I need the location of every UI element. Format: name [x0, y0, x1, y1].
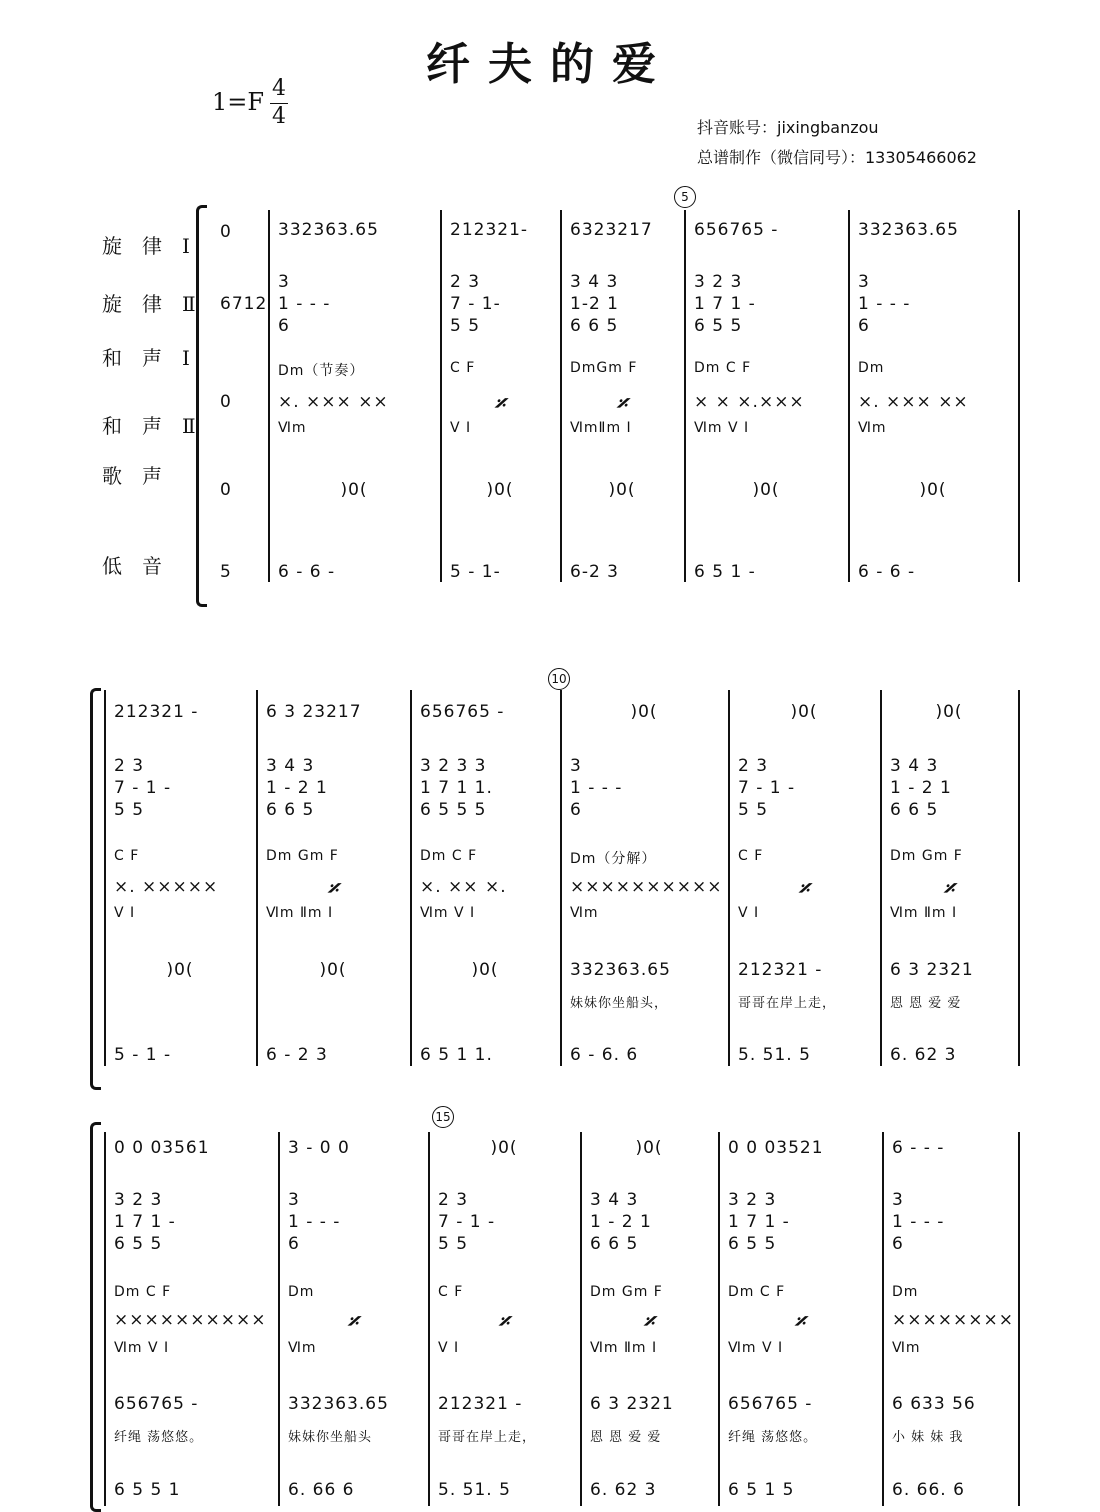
system2-lyrics-measure-4: 妹妹你坐船头， — [570, 996, 669, 1011]
system1-roman-measure-2: Ⅴ Ⅰ — [450, 420, 472, 436]
system1-m2-bot-measure-1: 6 — [278, 316, 290, 336]
system1-vocal-measure-3: )0( — [608, 480, 636, 500]
system3-rhythm-measure-4: 𝄎 — [643, 1310, 655, 1335]
system3-m2-top-measure-4: 3 4 3 — [590, 1190, 639, 1210]
system1-rhythm-measure-2: 𝄎 — [494, 392, 506, 417]
system3-m2-mid-measure-3: 7 - 1 - — [438, 1212, 496, 1232]
system3-bass-measure-6: 6. 66. 6 — [892, 1480, 965, 1500]
system3-barline — [104, 1132, 106, 1506]
system3-vocal-measure-3: 212321 - — [438, 1394, 523, 1414]
measure-number-15: 15 — [432, 1106, 454, 1128]
system2-bass-measure-1: 5 - 1 - — [114, 1045, 172, 1065]
system2-vocal-measure-2: )0( — [319, 960, 347, 980]
system1-m1-measure-1: 332363.65 — [278, 220, 379, 240]
system1-m2-mid-measure-1: 1 - - - — [278, 294, 331, 314]
system3-lyrics-measure-3: 哥哥在岸上走， — [438, 1430, 537, 1445]
system3-rhythm-measure-1: ×××××××××× — [114, 1310, 267, 1330]
system3-barline — [1018, 1132, 1020, 1506]
system1-bracket — [196, 205, 207, 607]
intro-melody1: 0 — [220, 222, 232, 242]
system3-chords-measure-5: Dm C F — [728, 1284, 786, 1300]
system3-roman-measure-3: Ⅴ Ⅰ — [438, 1340, 460, 1356]
system2-rhythm-measure-3: ×. ×× ×. — [420, 877, 507, 897]
system2-bass-measure-5: 5. 51. 5 — [738, 1045, 811, 1065]
intro-harmony: 0 — [220, 392, 232, 412]
system1-bass-measure-1: 6 - 6 - — [278, 562, 336, 582]
part-label-melody1: 旋律Ⅰ — [102, 234, 210, 258]
system2-bass-measure-3: 6 5 1 1. — [420, 1045, 493, 1065]
system1-m1-measure-3: 6323217 — [570, 220, 653, 240]
system3-m2-bot-measure-4: 6 6 5 — [590, 1234, 639, 1254]
system1-m2-top-measure-4: 3 2 3 — [694, 272, 743, 292]
system1-m2-mid-measure-3: 1-2 1 — [570, 294, 619, 314]
system2-m2-top-measure-5: 2 3 — [738, 756, 769, 776]
system2-chords-measure-1: C F — [114, 848, 140, 864]
system1-m2-bot-measure-3: 6 6 5 — [570, 316, 619, 336]
system2-chords-measure-4: Dm（分解） — [570, 851, 657, 867]
system3-m2-mid-measure-6: 1 - - - — [892, 1212, 945, 1232]
system3-lyrics-measure-6: 小 妹 妹 我 — [892, 1430, 964, 1445]
system3-m2-top-measure-2: 3 — [288, 1190, 300, 1210]
system2-bass-measure-6: 6. 62 3 — [890, 1045, 957, 1065]
credit-account: 抖音账号：jixingbanzou — [697, 118, 879, 137]
system3-lyrics-measure-4: 恩 恩 爱 爱 — [590, 1430, 662, 1445]
system3-bass-measure-2: 6. 66 6 — [288, 1480, 355, 1500]
system2-m2-bot-measure-3: 6 5 5 5 — [420, 800, 487, 820]
intro-melody2: 6712 — [220, 294, 268, 314]
system3-bracket — [90, 1122, 101, 1512]
system2-chords-measure-3: Dm C F — [420, 848, 478, 864]
system3-vocal-measure-6: 6 633 56 — [892, 1394, 976, 1414]
system1-m2-bot-measure-4: 6 5 5 — [694, 316, 743, 336]
credit-maker: 总谱制作（微信同号）：13305466062 — [697, 148, 977, 167]
system3-m2-bot-measure-2: 6 — [288, 1234, 300, 1254]
system3-m1-measure-3: )0( — [490, 1138, 518, 1158]
system1-vocal-measure-2: )0( — [486, 480, 514, 500]
system3-bass-measure-3: 5. 51. 5 — [438, 1480, 511, 1500]
system1-m1-measure-2: 212321- — [450, 220, 529, 240]
system2-m2-mid-measure-5: 7 - 1 - — [738, 778, 796, 798]
system2-vocal-measure-1: )0( — [166, 960, 194, 980]
system3-chords-measure-3: C F — [438, 1284, 464, 1300]
intro-bass: 5 — [220, 562, 232, 582]
part-label-harmony1: 和声Ⅰ — [102, 346, 210, 370]
system2-rhythm-measure-1: ×. ××××× — [114, 877, 219, 897]
system2-m2-bot-measure-4: 6 — [570, 800, 582, 820]
system1-barline — [684, 210, 686, 582]
system1-m1-measure-4: 656765 - — [694, 220, 779, 240]
system1-rhythm-measure-5: ×. ××× ×× — [858, 392, 969, 412]
system1-bass-measure-5: 6 - 6 - — [858, 562, 916, 582]
system1-m2-mid-measure-2: 7 - 1- — [450, 294, 501, 314]
part-label-melody2: 旋律Ⅱ — [102, 292, 216, 316]
system3-m2-top-measure-5: 3 2 3 — [728, 1190, 777, 1210]
system2-vocal-measure-4: 332363.65 — [570, 960, 671, 980]
intro-vocal: 0 — [220, 480, 232, 500]
system3-roman-measure-1: Ⅵm Ⅴ Ⅰ — [114, 1340, 170, 1356]
system2-lyrics-measure-6: 恩 恩 爱 爱 — [890, 996, 962, 1011]
system2-m2-top-measure-3: 3 2 3 3 — [420, 756, 487, 776]
system2-lyrics-measure-5: 哥哥在岸上走， — [738, 996, 837, 1011]
system3-roman-measure-5: Ⅵm Ⅴ Ⅰ — [728, 1340, 784, 1356]
system3-rhythm-measure-5: 𝄎 — [794, 1310, 806, 1335]
system3-chords-measure-6: Dm — [892, 1284, 919, 1300]
system3-m2-top-measure-1: 3 2 3 — [114, 1190, 163, 1210]
system2-m2-bot-measure-1: 5 5 — [114, 800, 145, 820]
system1-m2-top-measure-2: 2 3 — [450, 272, 481, 292]
system2-rhythm-measure-6: 𝄎 — [943, 877, 955, 902]
system2-m2-mid-measure-1: 7 - 1 - — [114, 778, 172, 798]
system1-m2-top-measure-3: 3 4 3 — [570, 272, 619, 292]
system2-m1-measure-1: 212321 - — [114, 702, 199, 722]
system3-vocal-measure-4: 6 3 2321 — [590, 1394, 674, 1414]
system1-bass-measure-2: 5 - 1- — [450, 562, 501, 582]
system3-rhythm-measure-2: 𝄎 — [347, 1310, 359, 1335]
system2-m2-mid-measure-2: 1 - 2 1 — [266, 778, 328, 798]
measure-number-10: 10 — [548, 668, 570, 690]
system2-m1-measure-2: 6 3 23217 — [266, 702, 362, 722]
system2-roman-measure-2: Ⅵm Ⅱm Ⅰ — [266, 905, 334, 921]
system2-roman-measure-3: Ⅵm Ⅴ Ⅰ — [420, 905, 476, 921]
system1-rhythm-measure-3: 𝄎 — [616, 392, 628, 417]
system2-chords-measure-2: Dm Gm F — [266, 848, 339, 864]
system3-m2-top-measure-3: 2 3 — [438, 1190, 469, 1210]
system2-barline — [104, 690, 106, 1066]
system3-m2-bot-measure-6: 6 — [892, 1234, 904, 1254]
system1-chords-measure-2: C F — [450, 360, 476, 376]
system2-rhythm-measure-2: 𝄎 — [327, 877, 339, 902]
system3-m1-measure-4: )0( — [635, 1138, 663, 1158]
system3-m2-top-measure-6: 3 — [892, 1190, 904, 1210]
system2-roman-measure-4: Ⅵm — [570, 905, 599, 921]
system2-rhythm-measure-4: ×××××××××× — [570, 877, 723, 897]
system1-roman-measure-4: Ⅵm Ⅴ Ⅰ — [694, 420, 750, 436]
system3-chords-measure-1: Dm C F — [114, 1284, 172, 1300]
system2-vocal-measure-3: )0( — [471, 960, 499, 980]
system3-roman-measure-2: Ⅵm — [288, 1340, 317, 1356]
system1-bass-measure-3: 6-2 3 — [570, 562, 619, 582]
system3-bass-measure-1: 6 5 5 1 — [114, 1480, 181, 1500]
part-label-vocal: 歌声 — [102, 464, 182, 488]
system2-m2-top-measure-2: 3 4 3 — [266, 756, 315, 776]
system2-m1-measure-3: 656765 - — [420, 702, 505, 722]
system1-m1-measure-5: 332363.65 — [858, 220, 959, 240]
system1-m2-top-measure-1: 3 — [278, 272, 290, 292]
time-signature-top: 4 — [272, 76, 286, 101]
system3-m1-measure-1: 0 0 03561 — [114, 1138, 210, 1158]
system2-roman-measure-1: Ⅴ Ⅰ — [114, 905, 136, 921]
system1-m2-bot-measure-2: 5 5 — [450, 316, 481, 336]
system2-m2-bot-measure-2: 6 6 5 — [266, 800, 315, 820]
system2-m1-measure-4: )0( — [630, 702, 658, 722]
system2-m2-mid-measure-4: 1 - - - — [570, 778, 623, 798]
system3-rhythm-measure-6: ×××××××× — [892, 1310, 1014, 1330]
system2-vocal-measure-5: 212321 - — [738, 960, 823, 980]
system2-m2-bot-measure-6: 6 6 5 — [890, 800, 939, 820]
system3-chords-measure-2: Dm — [288, 1284, 315, 1300]
system3-bass-measure-4: 6. 62 3 — [590, 1480, 657, 1500]
system3-m1-measure-6: 6 - - - — [892, 1138, 945, 1158]
system2-barline — [560, 690, 562, 1066]
time-signature-bottom: 4 — [272, 104, 286, 129]
system2-chords-measure-6: Dm Gm F — [890, 848, 963, 864]
system1-rhythm-measure-4: × × ×.××× — [694, 392, 805, 412]
system1-m2-top-measure-5: 3 — [858, 272, 870, 292]
system3-lyrics-measure-1: 纤绳 荡悠悠。 — [114, 1430, 204, 1445]
system2-m1-measure-5: )0( — [790, 702, 818, 722]
system3-chords-measure-4: Dm Gm F — [590, 1284, 663, 1300]
system1-vocal-measure-1: )0( — [340, 480, 368, 500]
system1-chords-measure-4: Dm C F — [694, 360, 752, 376]
system3-m2-bot-measure-3: 5 5 — [438, 1234, 469, 1254]
system2-m2-mid-measure-6: 1 - 2 1 — [890, 778, 952, 798]
system2-barline — [1018, 690, 1020, 1066]
system1-chords-measure-3: DmGm F — [570, 360, 638, 376]
part-label-harmony2: 和声Ⅱ — [102, 414, 216, 438]
system2-m2-mid-measure-3: 1 7 1 1. — [420, 778, 493, 798]
system3-roman-measure-4: Ⅵm Ⅱm Ⅰ — [590, 1340, 658, 1356]
system2-barline — [410, 690, 412, 1066]
system2-bracket — [90, 688, 101, 1090]
key-signature: 1=F — [212, 88, 265, 116]
system3-m1-measure-2: 3 - 0 0 — [288, 1138, 350, 1158]
page-title: 纤夫的爱 — [426, 39, 674, 90]
system1-roman-measure-1: Ⅵm — [278, 420, 307, 436]
system3-m2-bot-measure-1: 6 5 5 — [114, 1234, 163, 1254]
system3-vocal-measure-1: 656765 - — [114, 1394, 199, 1414]
system1-m2-mid-measure-5: 1 - - - — [858, 294, 911, 314]
system1-barline — [268, 210, 270, 582]
system3-m1-measure-5: 0 0 03521 — [728, 1138, 824, 1158]
measure-number-5: 5 — [674, 186, 696, 208]
system3-m2-mid-measure-4: 1 - 2 1 — [590, 1212, 652, 1232]
system2-m2-top-measure-1: 2 3 — [114, 756, 145, 776]
system2-rhythm-measure-5: 𝄎 — [798, 877, 810, 902]
system1-chords-measure-1: Dm（节奏） — [278, 363, 365, 379]
system1-roman-measure-3: ⅥmⅡm Ⅰ — [570, 420, 632, 436]
system3-barline — [882, 1132, 884, 1506]
system1-m2-bot-measure-5: 6 — [858, 316, 870, 336]
part-label-bass: 低音 — [102, 554, 182, 578]
system1-rhythm-measure-1: ×. ××× ×× — [278, 392, 389, 412]
system1-vocal-measure-5: )0( — [919, 480, 947, 500]
system2-vocal-measure-6: 6 3 2321 — [890, 960, 974, 980]
system3-vocal-measure-2: 332363.65 — [288, 1394, 389, 1414]
system2-roman-measure-5: Ⅴ Ⅰ — [738, 905, 760, 921]
system2-m1-measure-6: )0( — [935, 702, 963, 722]
system3-roman-measure-6: Ⅵm — [892, 1340, 921, 1356]
system1-chords-measure-5: Dm — [858, 360, 885, 376]
system2-bass-measure-2: 6 - 2 3 — [266, 1045, 328, 1065]
system3-bass-measure-5: 6 5 1 5 — [728, 1480, 795, 1500]
system2-m2-bot-measure-5: 5 5 — [738, 800, 769, 820]
system2-m2-top-measure-6: 3 4 3 — [890, 756, 939, 776]
system3-m2-mid-measure-1: 1 7 1 - — [114, 1212, 176, 1232]
system2-roman-measure-6: Ⅵm Ⅱm Ⅰ — [890, 905, 958, 921]
system3-vocal-measure-5: 656765 - — [728, 1394, 813, 1414]
system1-barline — [1018, 210, 1020, 582]
system3-lyrics-measure-2: 妹妹你坐船头 — [288, 1430, 373, 1445]
system1-vocal-measure-4: )0( — [752, 480, 780, 500]
system1-roman-measure-5: Ⅵm — [858, 420, 887, 436]
system2-chords-measure-5: C F — [738, 848, 764, 864]
system2-m2-top-measure-4: 3 — [570, 756, 582, 776]
system1-barline — [848, 210, 850, 582]
system1-bass-measure-4: 6 5 1 - — [694, 562, 756, 582]
system3-rhythm-measure-3: 𝄎 — [498, 1310, 510, 1335]
system3-m2-mid-measure-2: 1 - - - — [288, 1212, 341, 1232]
system3-m2-mid-measure-5: 1 7 1 - — [728, 1212, 790, 1232]
system1-m2-mid-measure-4: 1 7 1 - — [694, 294, 756, 314]
system3-lyrics-measure-5: 纤绳 荡悠悠。 — [728, 1430, 818, 1445]
system2-bass-measure-4: 6 - 6. 6 — [570, 1045, 639, 1065]
system3-m2-bot-measure-5: 6 5 5 — [728, 1234, 777, 1254]
